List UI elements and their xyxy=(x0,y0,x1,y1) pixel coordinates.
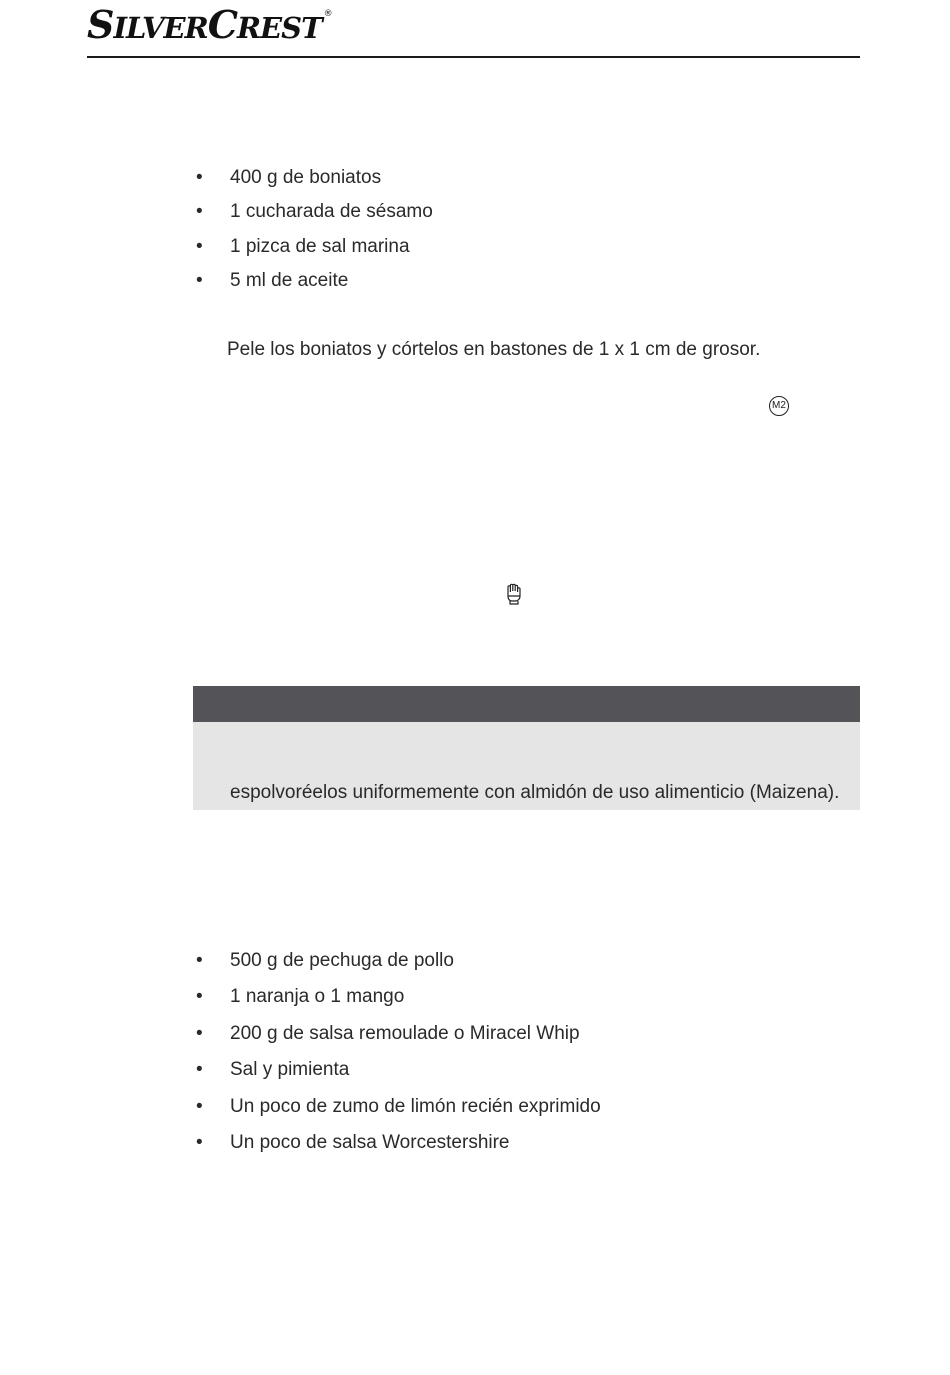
list-item-text: 500 g de pechuga de pollo xyxy=(230,950,454,971)
bullet: • xyxy=(196,270,203,292)
logo-text-ilver: ILVER xyxy=(113,11,208,45)
header-divider xyxy=(87,56,860,58)
list-item xyxy=(194,1020,601,1056)
note-header-bar xyxy=(193,686,860,722)
list-item xyxy=(194,1056,601,1092)
list-item xyxy=(194,983,601,1019)
bullet: • xyxy=(196,1131,203,1153)
logo-initial-s: S xyxy=(87,2,114,47)
ingredient-list-pollo xyxy=(194,947,601,1165)
logo-text-rest: REST xyxy=(236,11,322,45)
list-item-text: Sal y pimienta xyxy=(230,1059,350,1081)
list-item-text: 1 pizca de sal marina xyxy=(230,235,410,257)
bullet: • xyxy=(196,986,203,1008)
list-item-text: 200 g de salsa remoulade o Miracel Whip xyxy=(230,1022,580,1044)
list-item-text: Un poco de salsa Worcestershire xyxy=(230,1131,510,1153)
hand-icon xyxy=(504,583,524,605)
list-item xyxy=(194,233,433,267)
bullet: • xyxy=(196,950,203,971)
bullet: • xyxy=(196,1059,203,1081)
list-item xyxy=(194,164,433,198)
logo-initial-c: C xyxy=(207,2,237,47)
list-item-text: 1 cucharada de sésamo xyxy=(230,201,433,223)
list-item xyxy=(194,198,433,232)
instruction-paragraph: Pele los boniatos y córtelos en bastones de 1 x 1 cm de grosor. xyxy=(227,339,761,360)
registered-mark: ® xyxy=(323,9,332,19)
note-box xyxy=(193,722,860,810)
list-item xyxy=(194,1093,601,1129)
note-text: espolvoréelos uniformemente con almidón de uso alimenticio (Maizena). xyxy=(230,782,840,803)
bullet: • xyxy=(196,235,203,257)
brand-logo xyxy=(87,2,332,47)
list-item xyxy=(194,267,433,301)
m2-button-icon: M2 xyxy=(769,396,789,416)
ingredient-list-boniatos xyxy=(194,164,433,302)
bullet: • xyxy=(196,1022,203,1044)
list-item xyxy=(194,947,601,983)
bullet: • xyxy=(196,1095,203,1117)
list-item-text: 1 naranja o 1 mango xyxy=(230,986,405,1008)
bullet: • xyxy=(196,201,203,223)
list-item-text: 5 ml de aceite xyxy=(230,270,349,292)
list-item-text: Un poco de zumo de limón recién exprimido xyxy=(230,1095,601,1117)
list-item-text: 400 g de boniatos xyxy=(230,167,382,188)
list-item xyxy=(194,1129,601,1165)
bullet: • xyxy=(196,167,203,188)
